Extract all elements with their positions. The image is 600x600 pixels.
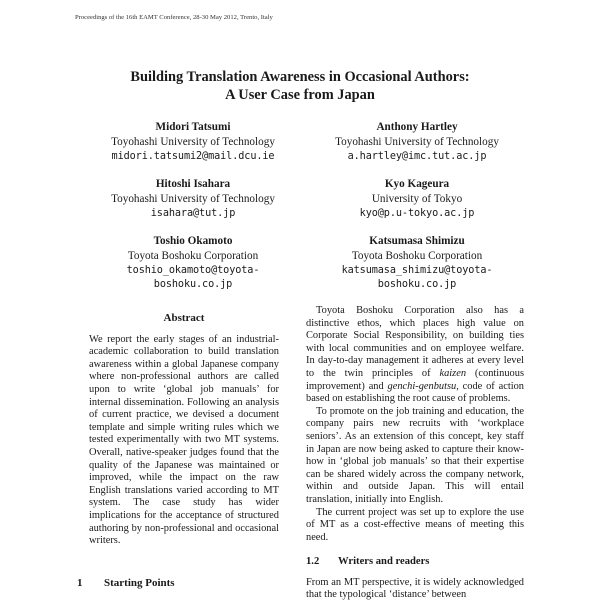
author-email[interactable]: toshio_okamoto@toyota- boshoku.co.jp [126,265,260,290]
term-kaizen: kaizen [439,367,467,379]
author-block [73,234,313,292]
author-block [297,177,537,221]
section-heading [77,577,175,589]
subsection-heading [306,556,524,569]
paragraph-text: Toyota Boshoku Corporation also has a distinctive ethos, which places high value on Corporate Social Responsibility, on building ties with local communities and on employee welfare. In day-to-day management it adheres at every level to the twin principles of [306,305,524,379]
author-block [297,120,537,164]
body-paragraph: From an MT perspective, it is widely acknowledged that the typological ‘distance’ between [306,576,524,600]
paper-title [60,69,540,104]
author-name: Midori Tatsumi [155,121,231,133]
author-name: Hitoshi Isahara [155,178,231,190]
body-paragraph: To promote on the job training and education, the company pairs new recruits with ‘workplace seniors’. As an extension of this concept, key staff in Japan are now being asked to capture their know-how in ‘global job manuals’ so that their expertise can be shared widely across the company network, within and outside Japan. This will entail translation, initially into English. [306,405,524,505]
author-email[interactable]: midori.tatsumi2@mail.dcu.ie [111,151,275,162]
author-email[interactable]: isahara@tut.jp [150,208,236,219]
term-genchi-genbutsu: genchi-genbutsu [387,380,457,392]
author-name: Kyo Kageura [384,178,450,190]
subsection-title: Writers and readers [338,556,430,568]
author-name: Katsumasa Shimizu [369,235,465,247]
author-block [73,177,313,221]
paragraph-text: (continuous improvement) and [306,367,524,392]
author-name: Anthony Hartley [376,121,458,133]
abstract-text: We report the early stages of an industrial-academic collaboration to build translation awareness within a global Japanese company where non-professional authors are called upon to write ‘global job manuals’ for internal dissemination. Following an analysis of current practice, we devised a document template and simple writing rules which we tested experimentally with two MT systems. Overall, native-speaker judges found that the quality of the Japanese was maintained or improved, while the impact on the raw English translations varied according to MT system. The case study has wider implications for the acceptance of structured authoring by non-professional and occasional writers. [89,333,279,547]
section-title: Starting Points [104,577,175,589]
author-affiliation: Toyohashi University of Technology [111,136,275,148]
paragraph-text: , code of action based on establishing the root cause of problems. [306,380,524,405]
abstract-heading: Abstract [163,312,205,324]
author-affiliation: Toyota Boshoku Corporation [351,250,483,262]
paper-title-line-1: Building Translation Awareness in Occasional Authors: [130,69,470,85]
author-block [297,234,537,292]
author-email[interactable]: a.hartley@imc.tut.ac.jp [347,151,487,162]
author-block [73,120,313,164]
body-right-column [306,305,524,600]
proceedings-header: Proceedings of the 16th EAMT Conference, 28-30 May 2012, Trento, Italy [75,14,273,21]
subsection-number: 1.2 [306,556,320,568]
abstract-section [89,312,279,548]
author-affiliation: Toyota Boshoku Corporation [127,250,259,262]
author-affiliation: University of Tokyo [371,193,463,205]
body-paragraph: The current project was set up to explore the use of MT as a cost-effective means of meeting this need. [306,506,524,543]
author-email[interactable]: katsumasa_shimizu@toyota- boshoku.co.jp [341,265,493,290]
author-email[interactable]: kyo@p.u-tokyo.ac.jp [359,208,475,219]
author-affiliation: Toyohashi University of Technology [111,193,275,205]
author-name: Toshio Okamoto [153,235,233,247]
paper-title-line-2: A User Case from Japan [225,86,375,103]
author-affiliation: Toyohashi University of Technology [335,136,499,148]
body-paragraph [306,305,524,406]
section-number: 1 [77,577,83,589]
